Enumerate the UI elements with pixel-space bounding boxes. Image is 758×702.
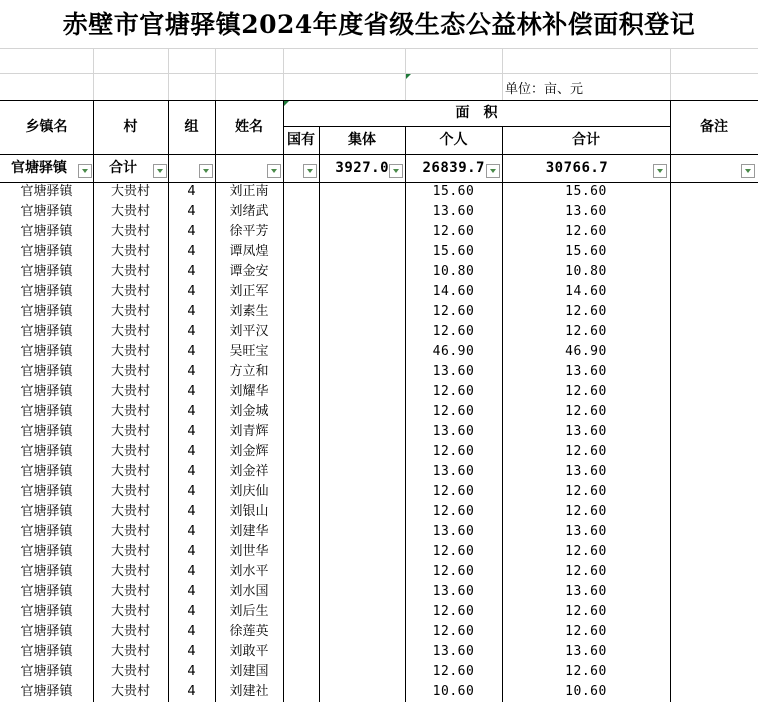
cell-village[interactable]: 大贵村 bbox=[110, 424, 150, 439]
cell-town[interactable]: 官塘驿镇 bbox=[20, 664, 73, 679]
cell-individual[interactable]: 15.60 bbox=[432, 184, 475, 199]
cell-town[interactable]: 官塘驿镇 bbox=[20, 424, 73, 439]
cell-village[interactable]: 大贵村 bbox=[110, 264, 150, 279]
sum-total: 30766.7 bbox=[545, 160, 609, 176]
cell-individual[interactable]: 10.60 bbox=[432, 684, 475, 699]
filter-dropdown-button[interactable] bbox=[267, 164, 281, 178]
cell-village[interactable]: 大贵村 bbox=[110, 644, 150, 659]
cell-total[interactable]: 13.60 bbox=[565, 424, 607, 439]
cell-name[interactable]: 刘水国 bbox=[229, 584, 269, 599]
cell-group[interactable]: 4 bbox=[187, 244, 196, 259]
cell-village[interactable]: 大贵村 bbox=[110, 584, 150, 599]
cell-village[interactable]: 大贵村 bbox=[110, 484, 150, 499]
cell-group[interactable]: 4 bbox=[187, 304, 196, 319]
page-title: 赤壁市官塘驿镇2024年度省级生态公益林补偿面积登记 bbox=[62, 10, 696, 39]
cell-village[interactable]: 大贵村 bbox=[110, 624, 150, 639]
cell-name[interactable]: 刘金祥 bbox=[229, 464, 269, 479]
cell-total[interactable]: 13.60 bbox=[565, 364, 607, 379]
cell-total[interactable]: 12.60 bbox=[565, 664, 607, 679]
cell-town[interactable]: 官塘驿镇 bbox=[20, 564, 73, 579]
cell-name[interactable]: 刘庆仙 bbox=[229, 484, 269, 499]
cell-individual[interactable]: 12.60 bbox=[432, 564, 475, 579]
filter-dropdown-button[interactable] bbox=[153, 164, 167, 178]
gridline bbox=[0, 73, 758, 74]
cell-total[interactable]: 12.60 bbox=[565, 224, 607, 239]
sum-collective: 3927.0 bbox=[335, 160, 389, 176]
cell-town[interactable]: 官塘驿镇 bbox=[20, 444, 73, 459]
cell-individual[interactable]: 10.80 bbox=[432, 264, 475, 279]
cell-individual[interactable]: 46.90 bbox=[432, 344, 475, 359]
cell-total[interactable]: 12.60 bbox=[565, 304, 607, 319]
cell-name[interactable]: 刘平汉 bbox=[229, 324, 269, 339]
cell-village[interactable]: 大贵村 bbox=[110, 564, 150, 579]
cell-name[interactable]: 徐莲英 bbox=[229, 624, 269, 639]
header-name: 姓名 bbox=[235, 119, 263, 135]
header-remark: 备注 bbox=[700, 119, 728, 135]
cell-total[interactable]: 13.60 bbox=[565, 584, 607, 599]
cell-name[interactable]: 徐平芳 bbox=[229, 224, 269, 239]
cell-name[interactable]: 刘金城 bbox=[229, 404, 269, 419]
cell-total[interactable]: 13.60 bbox=[565, 524, 607, 539]
cell-group[interactable]: 4 bbox=[187, 524, 196, 539]
sum-individual: 26839.7 bbox=[422, 160, 485, 176]
cell-individual[interactable]: 13.60 bbox=[432, 364, 475, 379]
cell-group[interactable]: 4 bbox=[187, 364, 196, 379]
cell-name[interactable]: 刘建国 bbox=[229, 664, 269, 679]
cell-total[interactable]: 10.60 bbox=[565, 684, 607, 699]
cell-group[interactable]: 4 bbox=[187, 604, 196, 619]
cell-individual[interactable]: 12.60 bbox=[432, 484, 475, 499]
border bbox=[319, 126, 320, 702]
cell-group[interactable]: 4 bbox=[187, 444, 196, 459]
cell-group[interactable]: 4 bbox=[187, 264, 196, 279]
cell-total[interactable]: 13.60 bbox=[565, 464, 607, 479]
cell-individual[interactable]: 13.60 bbox=[432, 424, 475, 439]
gridline bbox=[168, 48, 169, 100]
cell-name[interactable]: 刘素生 bbox=[229, 304, 269, 319]
cell-town[interactable]: 官塘驿镇 bbox=[20, 244, 73, 259]
gridline bbox=[93, 48, 94, 100]
cell-village[interactable]: 大贵村 bbox=[110, 384, 150, 399]
cell-total[interactable]: 12.60 bbox=[565, 604, 607, 619]
cell-village[interactable]: 大贵村 bbox=[110, 244, 150, 259]
cell-individual[interactable]: 15.60 bbox=[432, 244, 475, 259]
cell-group[interactable]: 4 bbox=[187, 344, 196, 359]
cell-town[interactable]: 官塘驿镇 bbox=[20, 624, 73, 639]
cell-name[interactable]: 刘敢平 bbox=[229, 644, 269, 659]
cell-name[interactable]: 谭金安 bbox=[229, 264, 269, 279]
cell-individual[interactable]: 12.60 bbox=[432, 544, 475, 559]
cell-group[interactable]: 4 bbox=[187, 184, 196, 199]
gridline bbox=[670, 48, 671, 100]
cell-group[interactable]: 4 bbox=[187, 224, 196, 239]
cell-village[interactable]: 大贵村 bbox=[110, 544, 150, 559]
cell-individual[interactable]: 12.60 bbox=[432, 384, 475, 399]
cell-individual[interactable]: 12.60 bbox=[432, 224, 475, 239]
cell-group[interactable]: 4 bbox=[187, 644, 196, 659]
cell-town[interactable]: 官塘驿镇 bbox=[20, 464, 73, 479]
cell-individual[interactable]: 12.60 bbox=[432, 504, 475, 519]
filter-dropdown-button[interactable] bbox=[199, 164, 213, 178]
cell-town[interactable]: 官塘驿镇 bbox=[20, 184, 73, 199]
cell-total[interactable]: 12.60 bbox=[565, 404, 607, 419]
filter-dropdown-button[interactable] bbox=[653, 164, 667, 178]
cell-group[interactable]: 4 bbox=[187, 284, 196, 299]
cell-group[interactable]: 4 bbox=[187, 624, 196, 639]
cell-individual[interactable]: 13.60 bbox=[432, 204, 475, 219]
cell-total[interactable]: 13.60 bbox=[565, 644, 607, 659]
cell-town[interactable]: 官塘驿镇 bbox=[20, 384, 73, 399]
cell-town[interactable]: 官塘驿镇 bbox=[20, 404, 73, 419]
cell-total[interactable]: 14.60 bbox=[565, 284, 607, 299]
header-state: 国有 bbox=[287, 132, 315, 148]
cell-town[interactable]: 官塘驿镇 bbox=[20, 484, 73, 499]
cell-total[interactable]: 12.60 bbox=[565, 544, 607, 559]
cell-town[interactable]: 官塘驿镇 bbox=[20, 344, 73, 359]
cell-name[interactable]: 刘正南 bbox=[229, 184, 269, 199]
cell-village[interactable]: 大贵村 bbox=[110, 404, 150, 419]
filter-dropdown-button[interactable] bbox=[389, 164, 403, 178]
cell-town[interactable]: 官塘驿镇 bbox=[20, 544, 73, 559]
cell-individual[interactable]: 12.60 bbox=[432, 664, 475, 679]
cell-total[interactable]: 12.60 bbox=[565, 384, 607, 399]
cell-individual[interactable]: 13.60 bbox=[432, 644, 475, 659]
gridline bbox=[283, 48, 284, 100]
header-total: 合计 bbox=[572, 132, 600, 148]
gridline bbox=[215, 48, 216, 100]
cell-total[interactable]: 15.60 bbox=[565, 184, 607, 199]
header-individual: 个人 bbox=[439, 132, 468, 148]
cell-group[interactable]: 4 bbox=[187, 504, 196, 519]
cell-town[interactable]: 官塘驿镇 bbox=[20, 604, 73, 619]
cell-village[interactable]: 大贵村 bbox=[110, 684, 150, 699]
cell-town[interactable]: 官塘驿镇 bbox=[20, 524, 73, 539]
header-collective: 集体 bbox=[348, 132, 376, 148]
cell-town[interactable]: 官塘驿镇 bbox=[20, 204, 73, 219]
filter-dropdown-button[interactable] bbox=[486, 164, 500, 178]
cell-individual[interactable]: 12.60 bbox=[432, 604, 475, 619]
cell-village[interactable]: 大贵村 bbox=[110, 664, 150, 679]
cell-town[interactable]: 官塘驿镇 bbox=[20, 584, 73, 599]
cell-village[interactable]: 大贵村 bbox=[110, 524, 150, 539]
cell-group[interactable]: 4 bbox=[187, 664, 196, 679]
filter-village-value: 合计 bbox=[109, 160, 137, 176]
cell-individual[interactable]: 12.60 bbox=[432, 304, 475, 319]
cell-individual[interactable]: 14.60 bbox=[432, 284, 475, 299]
cell-town[interactable]: 官塘驿镇 bbox=[20, 644, 73, 659]
cell-total[interactable]: 15.60 bbox=[565, 244, 607, 259]
cell-total[interactable]: 12.60 bbox=[565, 504, 607, 519]
cell-total[interactable]: 46.90 bbox=[565, 344, 607, 359]
cell-name[interactable]: 刘绪武 bbox=[229, 204, 269, 219]
cell-group[interactable]: 4 bbox=[187, 684, 196, 699]
cell-group[interactable]: 4 bbox=[187, 384, 196, 399]
cell-total[interactable]: 12.60 bbox=[565, 564, 607, 579]
header-town: 乡镇名 bbox=[25, 119, 68, 135]
cell-village[interactable]: 大贵村 bbox=[110, 444, 150, 459]
cell-total[interactable]: 12.60 bbox=[565, 484, 607, 499]
cell-name[interactable]: 吴旺宝 bbox=[229, 344, 269, 359]
cell-individual[interactable]: 12.60 bbox=[432, 404, 475, 419]
cell-group[interactable]: 4 bbox=[187, 484, 196, 499]
header-area: 面 积 bbox=[455, 105, 498, 121]
cell-village[interactable]: 大贵村 bbox=[110, 304, 150, 319]
cell-name[interactable]: 刘正军 bbox=[229, 284, 269, 299]
cell-total[interactable]: 12.60 bbox=[565, 624, 607, 639]
header-village: 村 bbox=[123, 119, 138, 135]
cell-village[interactable]: 大贵村 bbox=[110, 364, 150, 379]
cell-town[interactable]: 官塘驿镇 bbox=[20, 684, 73, 699]
cell-group[interactable]: 4 bbox=[187, 464, 196, 479]
cell-village[interactable]: 大贵村 bbox=[110, 604, 150, 619]
cell-group[interactable]: 4 bbox=[187, 544, 196, 559]
cell-town[interactable]: 官塘驿镇 bbox=[20, 364, 73, 379]
cell-town[interactable]: 官塘驿镇 bbox=[20, 324, 73, 339]
cell-village[interactable]: 大贵村 bbox=[110, 204, 150, 219]
cell-village[interactable]: 大贵村 bbox=[110, 184, 150, 199]
cell-village[interactable]: 大贵村 bbox=[110, 504, 150, 519]
cell-total[interactable]: 12.60 bbox=[565, 444, 607, 459]
filter-dropdown-button[interactable] bbox=[741, 164, 755, 178]
cell-town[interactable]: 官塘驿镇 bbox=[20, 304, 73, 319]
filter-dropdown-button[interactable] bbox=[78, 164, 92, 178]
filter-town-value: 官塘驿镇 bbox=[11, 160, 67, 176]
cell-town[interactable]: 官塘驿镇 bbox=[20, 224, 73, 239]
cell-name[interactable]: 刘建华 bbox=[229, 524, 269, 539]
unit-label: 单位：亩、元 bbox=[505, 82, 584, 97]
cell-group[interactable]: 4 bbox=[187, 564, 196, 579]
cell-name[interactable]: 刘建社 bbox=[229, 684, 269, 699]
cell-village[interactable]: 大贵村 bbox=[110, 284, 150, 299]
cell-village[interactable]: 大贵村 bbox=[110, 344, 150, 359]
cell-total[interactable]: 10.80 bbox=[565, 264, 607, 279]
cell-group[interactable]: 4 bbox=[187, 584, 196, 599]
cell-name[interactable]: 刘水平 bbox=[229, 564, 269, 579]
cell-group[interactable]: 4 bbox=[187, 404, 196, 419]
cell-total[interactable]: 12.60 bbox=[565, 324, 607, 339]
cell-individual[interactable]: 12.60 bbox=[432, 324, 475, 339]
cell-name[interactable]: 刘银山 bbox=[229, 504, 269, 519]
border bbox=[283, 100, 284, 702]
comment-marker bbox=[406, 74, 411, 79]
cell-name[interactable]: 刘金辉 bbox=[229, 444, 269, 459]
cell-town[interactable]: 官塘驿镇 bbox=[20, 504, 73, 519]
cell-individual[interactable]: 13.60 bbox=[432, 584, 475, 599]
cell-total[interactable]: 13.60 bbox=[565, 204, 607, 219]
cell-name[interactable]: 刘耀华 bbox=[229, 384, 269, 399]
cell-village[interactable]: 大贵村 bbox=[110, 464, 150, 479]
cell-town[interactable]: 官塘驿镇 bbox=[20, 284, 73, 299]
cell-name[interactable]: 刘后生 bbox=[229, 604, 269, 619]
cell-individual[interactable]: 13.60 bbox=[432, 464, 475, 479]
cell-village[interactable]: 大贵村 bbox=[110, 224, 150, 239]
header-group: 组 bbox=[184, 119, 199, 135]
cell-name[interactable]: 谭凤煌 bbox=[229, 244, 269, 259]
cell-name[interactable]: 刘世华 bbox=[229, 544, 269, 559]
gridline bbox=[0, 48, 758, 49]
border bbox=[670, 100, 671, 702]
cell-name[interactable]: 方立和 bbox=[229, 364, 269, 379]
cell-village[interactable]: 大贵村 bbox=[110, 324, 150, 339]
cell-group[interactable]: 4 bbox=[187, 424, 196, 439]
cell-group[interactable]: 4 bbox=[187, 324, 196, 339]
filter-dropdown-button[interactable] bbox=[303, 164, 317, 178]
cell-group[interactable]: 4 bbox=[187, 204, 196, 219]
cell-town[interactable]: 官塘驿镇 bbox=[20, 264, 73, 279]
gridline bbox=[502, 48, 503, 100]
cell-individual[interactable]: 12.60 bbox=[432, 624, 475, 639]
cell-individual[interactable]: 13.60 bbox=[432, 524, 475, 539]
cell-name[interactable]: 刘青辉 bbox=[229, 424, 269, 439]
cell-individual[interactable]: 12.60 bbox=[432, 444, 475, 459]
